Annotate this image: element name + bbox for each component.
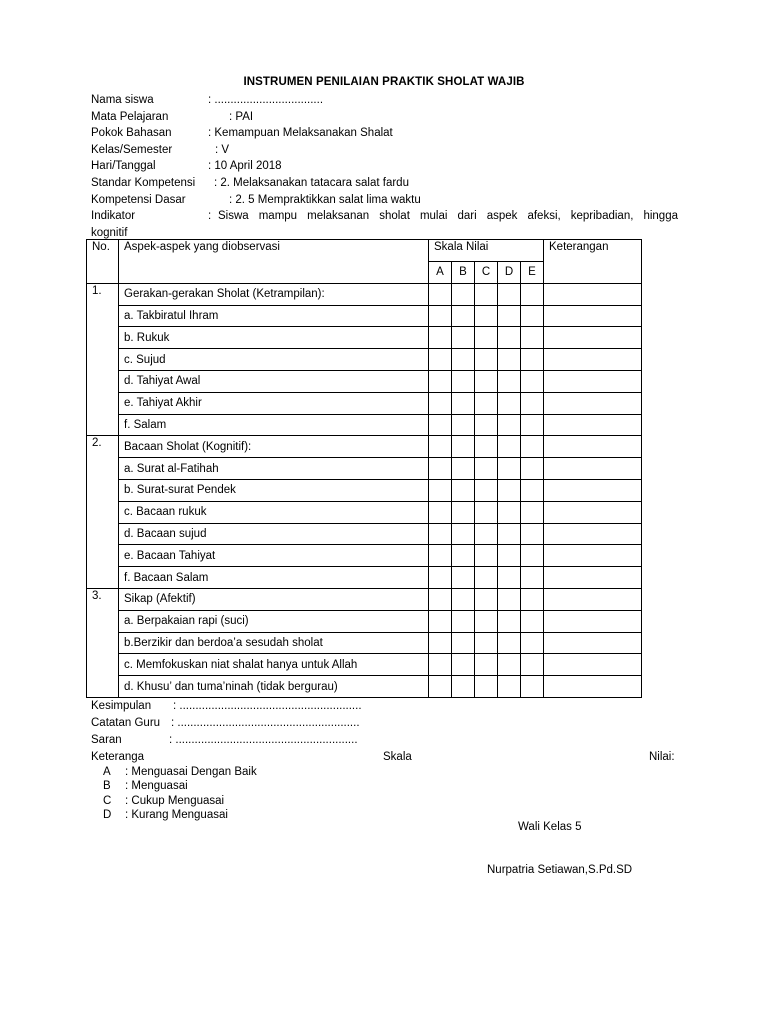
keterangan-cell[interactable] [544,523,642,545]
table-row [87,283,642,305]
grade-cell[interactable] [475,458,498,480]
grade-cell[interactable] [429,501,452,523]
grade-cell[interactable] [521,545,544,567]
grade-cell[interactable] [452,327,475,349]
table-row [87,610,642,632]
aspect-item: c. Bacaan rukuk [119,501,429,523]
info-row-nama [91,92,691,109]
grade-cell[interactable] [475,632,498,654]
grade-cell[interactable] [429,436,452,458]
aspect-item: e. Tahiyat Akhir [119,392,429,414]
grade-cell[interactable] [475,610,498,632]
nilai-label: Nilai: [649,751,675,763]
grade-header: A [429,262,452,284]
grade-cell[interactable] [521,283,544,305]
nama-label: Nama siswa [91,94,154,106]
grade-cell[interactable] [452,479,475,501]
table-row [87,676,642,698]
info-row-sk [91,175,691,192]
grade-cell[interactable] [521,501,544,523]
saran-row [91,734,691,751]
legend-row [91,809,691,823]
legend-desc: : Cukup Menguasai [125,794,225,807]
keterangan-cell[interactable] [544,676,642,698]
grade-cell[interactable] [429,567,452,589]
grade-cell[interactable] [498,479,521,501]
table-row [87,436,642,458]
assessment-table [86,239,642,698]
table-row [87,392,642,414]
kesimpulan-row [91,700,691,717]
section-title: Gerakan-gerakan Sholat (Ketrampilan): [119,283,429,305]
header-skala: Skala Nilai [429,240,544,262]
grade-cell[interactable] [498,327,521,349]
grade-cell[interactable] [521,436,544,458]
legend-desc: : Menguasai Dengan Baik [125,766,257,778]
legend-code: A [103,766,111,778]
legend-desc: : Kurang Menguasai [125,809,228,822]
pokok-label: Pokok Bahasan [91,127,172,140]
grade-cell[interactable] [521,305,544,327]
info-row-kd [91,192,691,209]
grade-cell[interactable] [498,414,521,436]
grade-cell[interactable] [521,327,544,349]
header-keterangan: Keterangan [544,240,642,284]
grade-cell[interactable] [429,370,452,392]
legend-code: C [103,794,112,807]
grade-cell[interactable] [475,501,498,523]
grade-cell[interactable] [498,436,521,458]
grade-cell[interactable] [429,327,452,349]
grade-cell[interactable] [498,392,521,414]
grade-cell[interactable] [475,436,498,458]
grade-cell[interactable] [498,458,521,480]
student-info [91,92,691,241]
grade-cell[interactable] [429,283,452,305]
table-row [87,370,642,392]
grade-cell[interactable] [452,610,475,632]
keterangan-cell[interactable] [544,370,642,392]
section-no: 3. [87,588,119,697]
info-row-kelas [91,142,691,159]
grade-cell[interactable] [498,545,521,567]
keterangan-cell[interactable] [544,349,642,371]
keterangan-cell[interactable] [544,654,642,676]
grade-cell[interactable] [521,392,544,414]
grade-cell[interactable] [521,370,544,392]
legend-row [91,766,691,780]
skala-label: Skala [383,751,412,763]
keterangan-cell[interactable] [544,392,642,414]
sk-value: : 2. Melaksanakan tatacara salat fardu [214,176,409,189]
legend-row [91,795,691,809]
legend-code: D [103,809,112,822]
grade-cell[interactable] [498,654,521,676]
grade-cell[interactable] [429,305,452,327]
grade-cell[interactable] [452,392,475,414]
kd-value: : 2. 5 Mempraktikkan salat lima waktu [229,193,421,206]
keterangan-cell[interactable] [544,305,642,327]
table-row [87,588,642,610]
grade-cell[interactable] [452,414,475,436]
grade-cell[interactable] [498,370,521,392]
table-row [87,414,642,436]
grade-cell[interactable] [475,370,498,392]
grade-cell[interactable] [521,458,544,480]
info-row-indikator [91,208,691,241]
grade-cell[interactable] [429,414,452,436]
grade-cell[interactable] [429,610,452,632]
keterangan-row [91,751,691,766]
grade-cell[interactable] [521,676,544,698]
table-row [87,545,642,567]
indikator-value-line2: kognitif [91,226,128,239]
grade-cell[interactable] [429,523,452,545]
aspect-item: e. Bacaan Tahiyat [119,545,429,567]
grade-cell[interactable] [452,305,475,327]
grade-cell[interactable] [475,392,498,414]
kd-label: Kompetensi Dasar [91,193,186,206]
aspect-item: b.Berzikir dan berdoa’a sesudah sholat [119,632,429,654]
aspect-item: f. Bacaan Salam [119,567,429,589]
table-row [87,523,642,545]
hari-value: : 10 April 2018 [208,160,282,173]
keterangan-cell[interactable] [544,501,642,523]
grade-cell[interactable] [452,588,475,610]
grade-cell[interactable] [452,501,475,523]
nama-value: : .................................. [208,94,324,106]
catatan-label: Catatan Guru [91,717,161,729]
grade-cell[interactable] [452,523,475,545]
grade-cell[interactable] [498,501,521,523]
grade-cell[interactable] [521,588,544,610]
aspect-item: a. Takbiratul Ihram [119,305,429,327]
grade-cell[interactable] [498,305,521,327]
aspect-item: d. Khusu’ dan tuma’ninah (tidak bergurau) [119,676,429,698]
footer-section [91,700,691,824]
indikator-value-line1: Siswa mampu melaksanan sholat mulai dari aspek afeksi, kepribadian, hingga [218,210,678,223]
aspect-item: f. Salam [119,414,429,436]
keterangan-cell[interactable] [544,545,642,567]
mapel-label: Mata Pelajaran [91,110,169,123]
aspect-item: a. Surat al-Fatihah [119,458,429,480]
info-row-mapel [91,109,691,126]
document-title: INSTRUMEN PENILAIAN PRAKTIK SHOLAT WAJIB [243,76,525,88]
section-title: Bacaan Sholat (Kognitif): [119,436,429,458]
grade-cell[interactable] [475,654,498,676]
grade-cell[interactable] [429,458,452,480]
aspect-item: b. Surat-surat Pendek [119,479,429,501]
keterangan-cell[interactable] [544,327,642,349]
catatan-row [91,717,691,734]
legend-desc: : Menguasai [125,780,188,793]
grade-cell[interactable] [452,654,475,676]
keterangan-label: Keteranga [91,751,145,763]
keterangan-cell[interactable] [544,632,642,654]
grade-cell[interactable] [521,349,544,371]
grade-cell[interactable] [475,283,498,305]
grade-header: B [452,262,475,284]
legend-code: B [103,780,111,793]
table-row [87,654,642,676]
grade-header: C [475,262,498,284]
header-aspek: Aspek-aspek yang diobservasi [119,240,429,284]
grade-cell[interactable] [521,654,544,676]
grade-cell[interactable] [475,523,498,545]
table-row [87,632,642,654]
hari-label: Hari/Tanggal [91,160,156,173]
grade-cell[interactable] [498,676,521,698]
keterangan-cell[interactable] [544,610,642,632]
grade-cell[interactable] [429,392,452,414]
info-row-hari [91,158,691,175]
table-header-row [87,240,642,262]
grade-cell[interactable] [429,479,452,501]
grade-cell[interactable] [498,610,521,632]
mapel-value: : PAI [229,110,254,123]
section-title: Sikap (Afektif) [119,588,429,610]
grade-cell[interactable] [452,283,475,305]
keterangan-cell[interactable] [544,458,642,480]
grade-cell[interactable] [521,632,544,654]
keterangan-cell[interactable] [544,414,642,436]
section-no: 2. [87,436,119,589]
kelas-value: : V [215,143,230,156]
aspect-item: d. Bacaan sujud [119,523,429,545]
grade-cell[interactable] [452,458,475,480]
grade-cell[interactable] [475,676,498,698]
keterangan-cell[interactable] [544,567,642,589]
grade-cell[interactable] [521,414,544,436]
grade-cell[interactable] [452,567,475,589]
grade-cell[interactable] [452,545,475,567]
grade-cell[interactable] [475,349,498,371]
saran-value: : ......................................................... [169,734,358,746]
legend-row [91,780,691,794]
grade-header: D [498,262,521,284]
grade-cell[interactable] [429,632,452,654]
grade-cell[interactable] [521,523,544,545]
grade-cell[interactable] [452,436,475,458]
table-row [87,479,642,501]
indikator-sep: : [208,210,212,223]
grade-cell[interactable] [475,327,498,349]
signatory-name: Nurpatria Setiawan,S.Pd.SD [487,864,633,876]
grade-cell[interactable] [475,588,498,610]
grade-cell[interactable] [498,567,521,589]
grade-cell[interactable] [498,283,521,305]
grade-cell[interactable] [429,545,452,567]
grade-cell[interactable] [475,479,498,501]
table-row [87,501,642,523]
indikator-label: Indikator [91,210,136,223]
grade-cell[interactable] [498,588,521,610]
grade-cell[interactable] [452,370,475,392]
keterangan-cell[interactable] [544,479,642,501]
catatan-value: : ......................................................... [171,717,360,729]
grade-cell[interactable] [521,567,544,589]
kesimpulan-value: : ......................................................... [173,700,362,712]
grade-cell[interactable] [498,632,521,654]
wali-kelas-label: Wali Kelas 5 [518,821,582,833]
table-row [87,327,642,349]
grade-cell[interactable] [521,610,544,632]
grade-cell[interactable] [475,305,498,327]
grade-cell[interactable] [452,349,475,371]
table-row [87,567,642,589]
pokok-value: : Kemampuan Melaksanakan Shalat [208,127,393,140]
keterangan-cell[interactable] [544,588,642,610]
keterangan-cell[interactable] [544,436,642,458]
saran-label: Saran [91,734,122,746]
aspect-item: c. Sujud [119,349,429,371]
grade-cell[interactable] [475,567,498,589]
grade-cell[interactable] [475,545,498,567]
grade-cell[interactable] [452,632,475,654]
section-no: 1. [87,283,119,436]
grade-cell[interactable] [498,349,521,371]
grade-cell[interactable] [429,676,452,698]
table-row [87,305,642,327]
grade-cell[interactable] [521,479,544,501]
kelas-label: Kelas/Semester [91,143,173,156]
aspect-item: a. Berpakaian rapi (suci) [119,610,429,632]
grade-cell[interactable] [498,523,521,545]
info-row-pokok [91,125,691,142]
aspect-item: b. Rukuk [119,327,429,349]
grade-cell[interactable] [452,676,475,698]
grade-cell[interactable] [429,588,452,610]
grade-cell[interactable] [475,414,498,436]
aspect-item: c. Memfokuskan niat shalat hanya untuk Allah [119,654,429,676]
table-row [87,458,642,480]
sk-label: Standar Kompetensi [91,176,196,189]
aspect-item: d. Tahiyat Awal [119,370,429,392]
keterangan-cell[interactable] [544,283,642,305]
kesimpulan-label: Kesimpulan [91,700,152,712]
grade-header: E [521,262,544,284]
grade-cell[interactable] [429,654,452,676]
header-no: No. [87,240,119,284]
grade-cell[interactable] [429,349,452,371]
table-row [87,349,642,371]
